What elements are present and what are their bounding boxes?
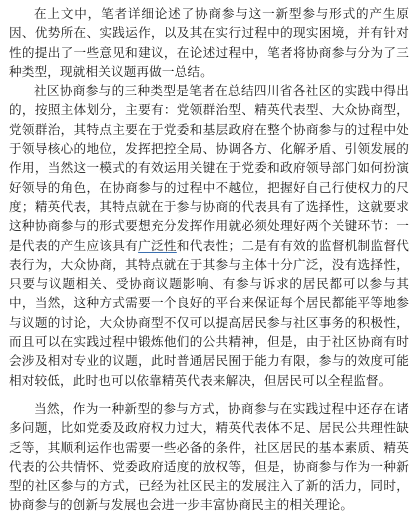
paragraph-types-text-before: 社区协商参与的三种类型是笔者在总结四川省各社区的实践中得出的，按照主体划分，主要有：党领群治型、精英代表型、大众协商型，党领群治，其特点主要在于党委和基层政府在整个协商参与的过程中处于领导核心的地位，发挥把控全局、协调各方、化解矛盾、引领发展的作用，当然这一模式的有效运用关键在于党委和政府领导部门如何扮演好领导的角色，在协商参与的过程中不越位，把握好自己行使权力的尺度；精英代表，其特点就在于参与协商的代表具有了选择性，这就要求这种协商参与的形式要想充分发挥作用就必须处理好两个关键环节：一是代表的产生应该具有: [9, 83, 409, 253]
document-body: [9, 4, 409, 515]
paragraph-types-text-after: 和代表性；二是有有效的监督机制监督代表行为，大众协商，其特点就在于其参与主体十分广泛，没有选择性，只要与议题相关、受协商议题影响、有参与诉求的居民都可以参与其中，当然，这种方式需要一个良好的平台来保证每个居民都能平等地参与议题的讨论，大众协商型不仅可以提高居民参与社区事务的积极性，而且可以在实践过程中锻炼他们的公共精神，但是，由于社区协商有时会涉及相对专业的议题，此时普通居民囿于能力有限，参与的效度可能相对较低，此时也可以依靠精英代表来解决，但居民可以全程监督。: [9, 237, 410, 388]
underlined-term: 广泛性: [138, 237, 177, 253]
paragraph-types: [9, 81, 409, 390]
paragraph-conclusion: 当然，作为一种新型的参与方式，协商参与在实践过程中还存在诸多问题，比如党委及政府权力过大，精英代表体不足、居民公共理性缺乏等，其顺利运作也需要一些必备的条件，社区居民的基本素质、精英代表的公共情怀、党委政府适度的放权等，但是，协商参与作为一种新型的社区参与的方式，已经为社区民主的发展注入了新的活力，同时，协商参与的创新与发展也会进一步丰富协商民主的相关理论。: [9, 400, 409, 513]
paragraph-summary: 在上文中，笔者详细论述了协商参与这一新型参与形式的产生原因、优势所在、实践运作，以及其在实行过程中的现实困境，并有针对性的提出了一些意见和建议，在论述过程中，笔者将协商参与分为了三种类型，现就相关议题再做一总结。: [9, 6, 409, 79]
